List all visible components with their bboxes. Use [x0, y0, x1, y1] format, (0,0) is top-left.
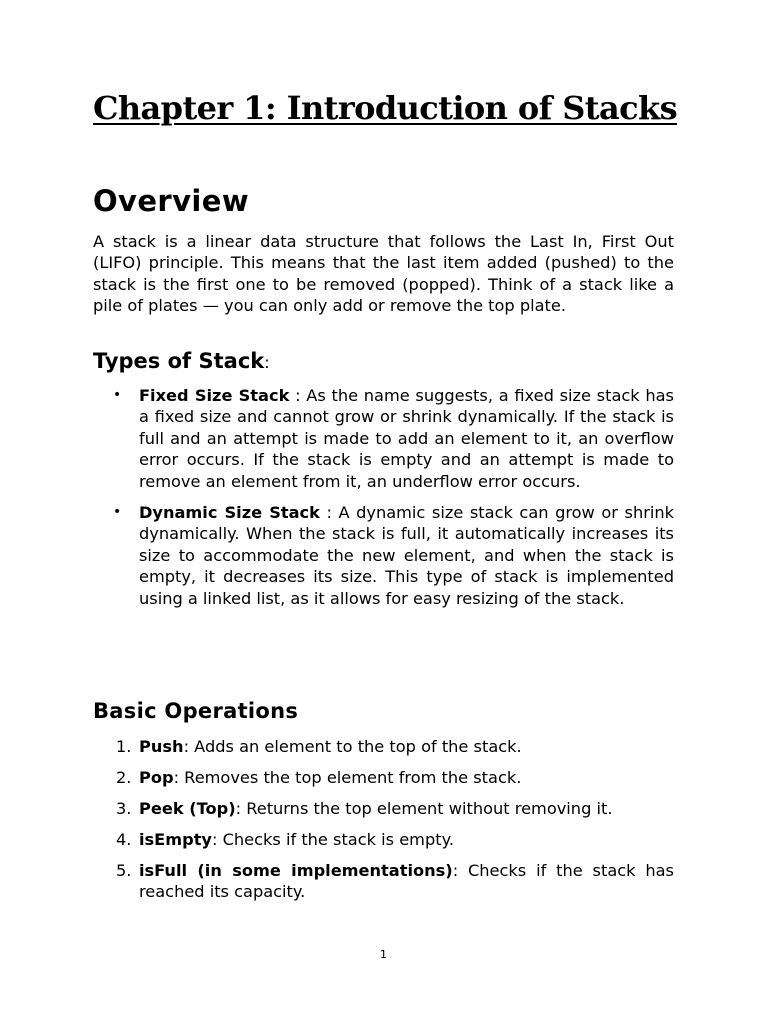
list-item-term: Dynamic Size Stack	[139, 503, 320, 523]
types-list	[93, 385, 674, 619]
bullet-icon: •	[113, 504, 122, 521]
list-item-term: Fixed Size Stack	[139, 386, 290, 405]
list-item	[93, 829, 674, 850]
list-item-term: Pop	[139, 768, 174, 787]
list-item	[93, 502, 674, 609]
overview-paragraph: A stack is a linear data structure that follows the Last In, First Out (LIFO) principle. This means that the last item added (pushed) to the stack is the first one to be removed (popped). Think of a stack like a pile of plates — you can only add or remove the top plate.	[93, 232, 674, 316]
list-item-text: : Returns the top element without removing it.	[235, 799, 613, 818]
list-item-number: 5.	[116, 861, 132, 880]
operations-list	[93, 736, 674, 912]
list-item-term: Push	[139, 737, 184, 756]
list-item-term: isFull (in some implementations)	[139, 861, 453, 880]
list-item-term: Peek (Top)	[139, 799, 236, 818]
list-item	[93, 798, 674, 819]
list-item-text: : A dynamic size stack can grow or shrink dynamically. When the stack is full, it automatically increases its size to accommodate the new element, and when the stack is empty, it decreases its size. This type of stack is implemented using a linked list, as it allows for easy resizing of the stack.	[139, 503, 674, 608]
document-page	[93, 0, 677, 1024]
list-item-text: : Removes the top element from the stack.	[173, 768, 522, 787]
list-item	[93, 736, 674, 757]
list-item-text: : As the name suggests, a fixed size stack has a fixed size and cannot grow or shrink dynamically. If the stack is full and an attempt is made to add an element to it, an overflow error occurs. If the stack is empty and an attempt is made to remove an element from it, an underflow error occurs.	[139, 386, 674, 491]
list-item-number: 2.	[116, 768, 132, 787]
list-item	[93, 767, 674, 788]
list-item-number: 4.	[116, 830, 132, 849]
list-item-text: : Checks if the stack has reached its capacity.	[139, 861, 674, 902]
list-item-number: 3.	[116, 799, 132, 818]
types-heading-colon: :	[264, 353, 270, 372]
list-item	[93, 860, 674, 903]
list-item	[93, 385, 674, 492]
page-number: 1	[380, 948, 387, 961]
basic-operations-heading: Basic Operations	[93, 699, 299, 723]
bullet-icon: •	[113, 387, 122, 403]
list-item-text: : Adds an element to the top of the stack.	[183, 737, 522, 756]
list-item-text: : Checks if the stack is empty.	[212, 830, 454, 849]
types-of-stack-heading	[93, 347, 270, 377]
list-item-number: 1.	[116, 737, 132, 756]
overview-heading: Overview	[93, 184, 250, 218]
types-heading-text: Types of Stack	[93, 349, 265, 373]
list-item-term: isEmpty	[139, 830, 212, 849]
chapter-title: Chapter 1: Introduction of Stacks	[93, 89, 677, 127]
